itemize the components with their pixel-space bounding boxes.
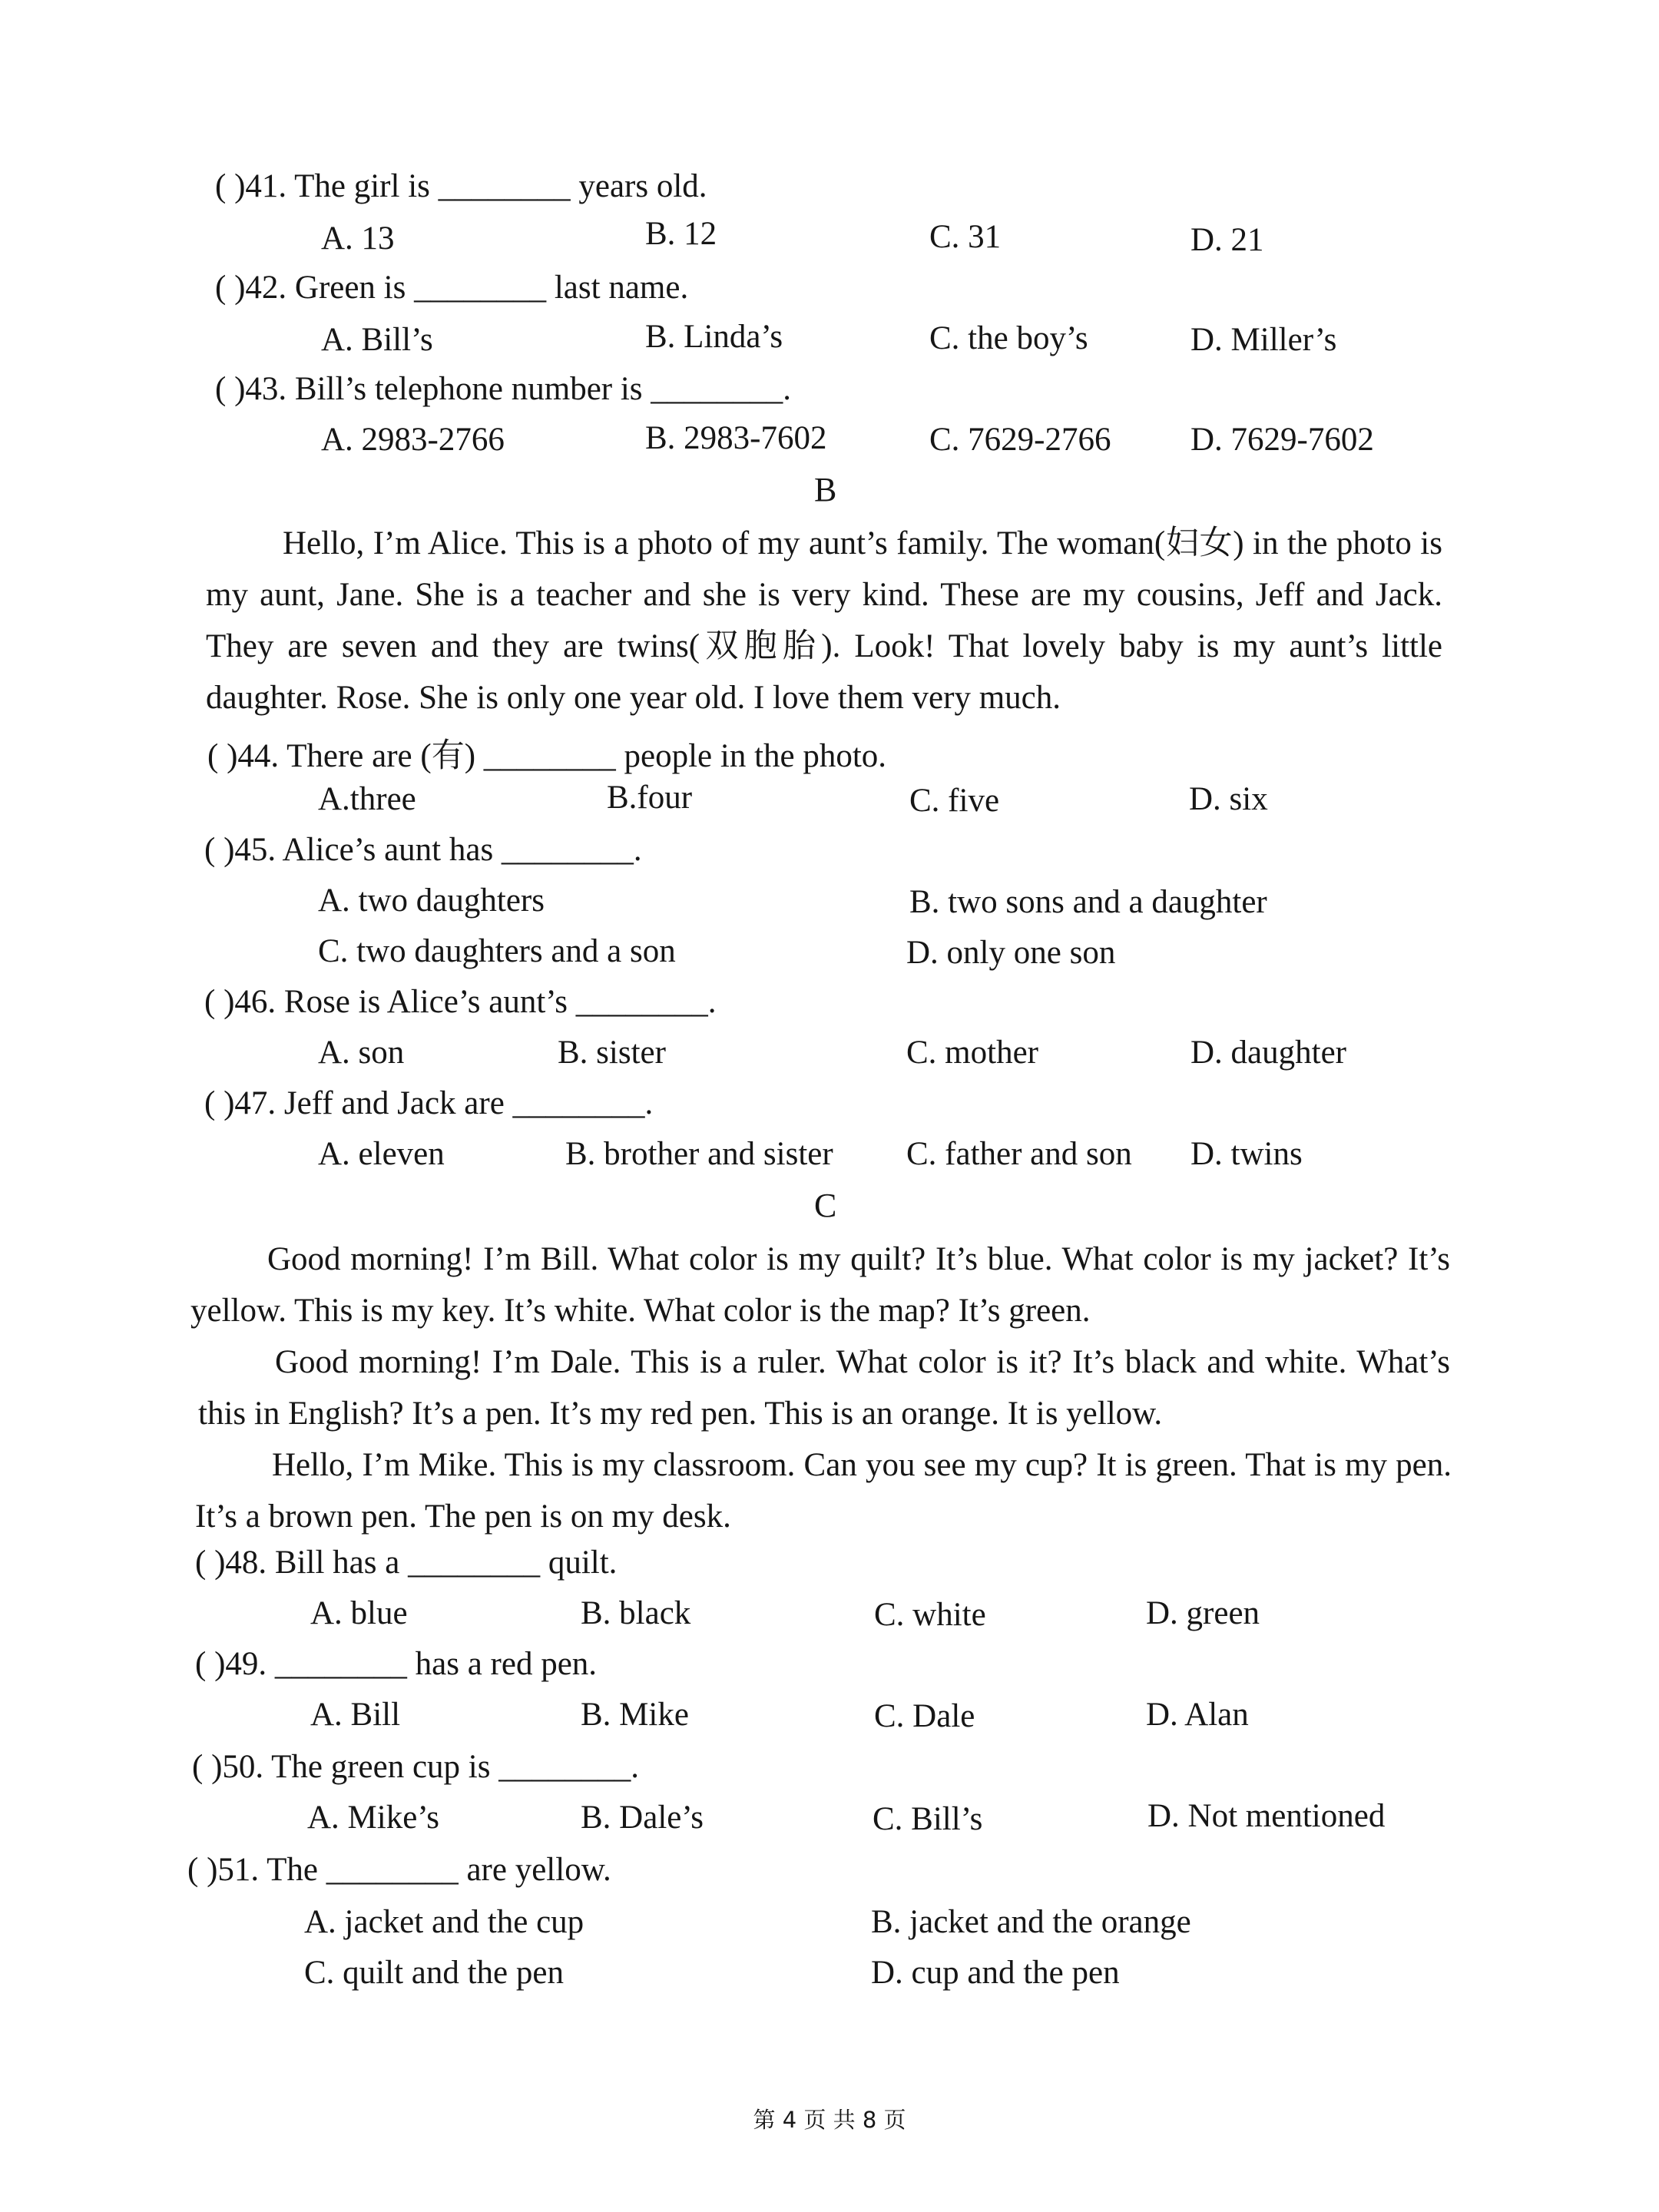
section-b-heading: B [814,471,837,508]
question-number: ( )43. [215,371,287,407]
question-stem: Green is ________ last name. [294,270,689,306]
option-51-d: D. cup and the pen [871,1955,1120,1991]
option-49-b: B. Mike [581,1697,689,1733]
option-47-d: D. twins [1190,1136,1303,1172]
option-41-d: D. 21 [1190,222,1264,258]
question-47 [204,1084,653,1122]
option-42-d: D. Miller’s [1190,322,1337,358]
option-42-c: C. the boy’s [929,320,1088,356]
option-51-b: B. jacket and the orange [871,1904,1191,1940]
option-43-d: D. 7629-7602 [1190,422,1374,458]
option-50-d: D. Not mentioned [1147,1798,1386,1834]
option-46-b: B. sister [558,1035,666,1071]
option-48-b: B. black [581,1595,691,1631]
question-48 [195,1544,617,1581]
option-50-a: A. Mike’s [307,1800,439,1836]
question-stem: Alice’s aunt has ________. [282,832,642,868]
option-47-c: C. father and son [906,1136,1132,1172]
question-number: ( )47. [204,1085,276,1121]
section-b-passage: Hello, I’m Alice. This is a photo of my aunt’s family. The woman(妇女) in the photo is my aunt, Jane. She is a teacher and she is very kind. These are my cousins, Jeff and Jack. They are seven and they are twins(双胞胎). Look! That lovely baby is my aunt’s little daughter. Rose. She is only one year old. I love them very much. [206,525,1442,716]
question-stem: The ________ are yellow. [267,1852,611,1888]
option-44-c: C. five [909,783,1000,819]
question-stem: Bill’s telephone number is ________. [294,371,792,407]
question-50 [192,1748,639,1786]
question-number: ( )51. [187,1852,260,1888]
option-41-a: A. 13 [321,220,395,257]
section-c-passage-2: Good morning! I’m Dale. This is a ruler. What color is it? It’s black and white. What’s this in English? It’s a pen. It’s my red pen. This is an orange. It is yellow. [198,1344,1450,1432]
option-45-d: D. only one son [906,935,1116,971]
question-number: ( )49. [195,1646,267,1682]
question-41 [215,167,707,205]
question-44 [207,730,886,777]
option-43-b: B. 2983-7602 [645,420,827,456]
question-number: ( )46. [204,984,276,1020]
option-49-c: C. Dale [874,1698,975,1734]
question-stem: There are (有) ________ people in the photo. [286,738,887,774]
option-45-b: B. two sons and a daughter [909,884,1267,920]
question-number: ( )44. [207,738,280,774]
question-51 [187,1851,611,1889]
option-50-b: B. Dale’s [581,1800,704,1836]
question-stem: ________ has a red pen. [274,1646,598,1682]
option-45-a: A. two daughters [318,882,545,919]
question-number: ( )45. [204,832,276,868]
option-49-a: A. Bill [310,1697,401,1733]
question-45 [204,831,642,869]
option-44-d: D. six [1189,781,1268,817]
option-47-b: B. brother and sister [565,1136,833,1172]
option-46-d: D. daughter [1190,1035,1346,1071]
question-49 [195,1645,597,1683]
option-45-c: C. two daughters and a son [318,933,676,969]
question-number: ( )42. [215,270,287,306]
section-c-heading: C [814,1187,837,1224]
question-stem: The girl is ________ years old. [294,168,707,204]
question-stem: Jeff and Jack are ________. [283,1085,654,1121]
option-41-c: C. 31 [929,219,1002,255]
option-46-c: C. mother [906,1035,1038,1071]
question-43 [215,370,791,408]
option-49-d: D. Alan [1146,1697,1249,1733]
question-number: ( )50. [192,1749,264,1785]
option-48-a: A. blue [310,1595,408,1631]
question-number: ( )41. [215,168,287,204]
question-46 [204,983,716,1021]
option-50-c: C. Bill’s [873,1801,983,1837]
option-46-a: A. son [318,1035,405,1071]
option-43-a: A. 2983-2766 [321,422,505,458]
option-42-b: B. Linda’s [645,319,783,355]
option-41-b: B. 12 [645,216,717,252]
page-number-footer: 第 4 页 共 8 页 [753,2107,906,2133]
question-stem: Bill has a ________ quilt. [274,1545,618,1581]
option-48-d: D. green [1146,1595,1260,1631]
question-number: ( )48. [195,1545,267,1581]
section-c-passage-3: Hello, I’m Mike. This is my classroom. Can you see my cup? It is green. That is my pen. It’s a brown pen. The pen is on my desk. [195,1447,1452,1535]
option-47-a: A. eleven [318,1136,445,1172]
question-stem: The green cup is ________. [271,1749,639,1785]
question-stem: Rose is Alice’s aunt’s ________. [283,984,717,1020]
option-51-a: A. jacket and the cup [304,1904,584,1940]
option-51-c: C. quilt and the pen [304,1955,564,1991]
option-43-c: C. 7629-2766 [929,422,1111,458]
option-48-c: C. white [874,1597,986,1633]
option-42-a: A. Bill’s [321,322,433,358]
option-44-a: A.three [318,781,416,817]
section-c-passage-1: Good morning! I’m Bill. What color is my quilt? It’s blue. What color is my jacket? It’s yellow. This is my key. It’s white. What color is the map? It’s green. [190,1241,1450,1329]
question-42 [215,269,688,306]
option-44-b: B.four [607,780,693,816]
